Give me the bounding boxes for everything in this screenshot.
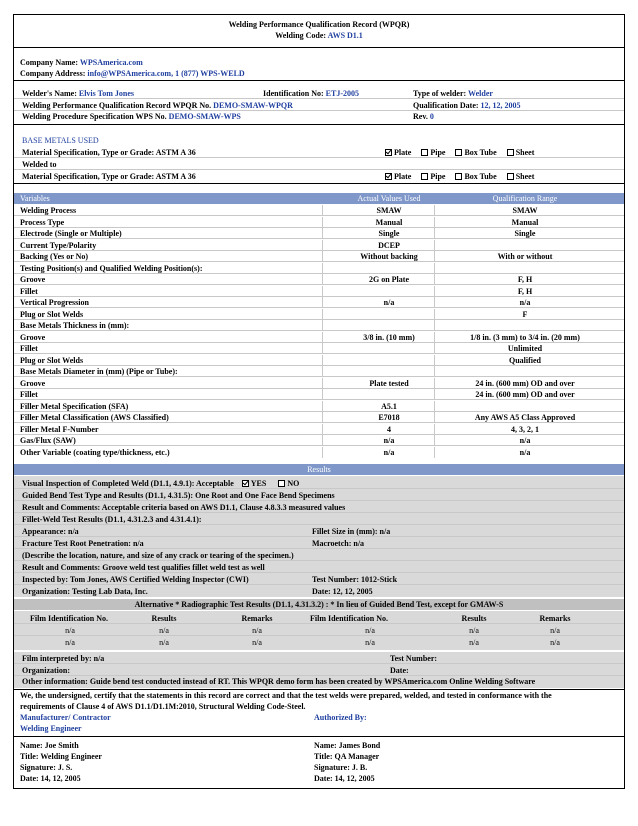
variable-actual: Without backing (360, 252, 418, 261)
variable-actual: 3/8 in. (10 mm) (363, 332, 415, 342)
rt-footer (14, 652, 624, 688)
variable-label: Fillet (20, 344, 38, 353)
variable-label: Groove (20, 275, 46, 284)
variables-header (14, 193, 624, 204)
variable-label: Gas/Flux (SAW) (20, 436, 76, 445)
checkbox-checked-icon (385, 173, 392, 180)
col-range: Qualification Range (492, 194, 558, 203)
inspected-row (14, 574, 624, 585)
wpqr-form (13, 14, 625, 789)
form-title: Welding Performance Qualification Record (WPQR) (228, 20, 410, 29)
variable-row (14, 355, 624, 366)
variable-actual: Single (378, 229, 400, 238)
other-information: Other information: Guide bend test conducted instead of RT. This WPQR demo form has been created by WPSAmerica.com Online Welding Software (22, 677, 536, 686)
rt-cell: n/a (469, 626, 479, 635)
welder-id (263, 88, 359, 99)
variable-label: Filler Metal Specification (SFA) (20, 401, 129, 411)
checkbox-plate[interactable]: Plate (385, 172, 411, 181)
divider (14, 124, 624, 125)
rt-col-results-2: Results (461, 614, 487, 623)
divider (14, 183, 624, 184)
variable-row (14, 228, 624, 239)
variable-actual: DCEP (378, 240, 400, 250)
rt-row (14, 625, 624, 636)
rt-col-remarks-2: Remarks (539, 614, 571, 623)
material-form-options (385, 147, 534, 158)
rt-col-film-1: Film Identification No. (30, 614, 108, 623)
rt-test-number: Test Number: (390, 654, 438, 663)
base-metal-spec-2 (14, 171, 624, 182)
company-address-label: Company Address: (20, 69, 86, 78)
variable-range: Unlimited (507, 344, 543, 353)
company-address-value: info@WPSAmerica.com, 1 (877) WPS-WELD (87, 69, 245, 78)
variable-row (14, 412, 624, 423)
welder-type-value: Welder (468, 89, 493, 98)
checkbox-sheet[interactable]: Sheet (507, 148, 535, 157)
manufacturer-title: Manufacturer/ Contractor (20, 713, 111, 722)
variables-table (14, 193, 624, 460)
variable-actual: E7018 (378, 413, 400, 422)
base-metal-spec-1 (14, 147, 624, 158)
welder-name (22, 88, 134, 99)
variable-row (14, 309, 624, 320)
rt-cell: n/a (365, 626, 375, 635)
film-interpreted: Film interpreted by: n/a (22, 654, 105, 663)
variable-actual: n/a (383, 447, 395, 457)
left-date: Date: 14, 12, 2005 (20, 774, 81, 783)
qdate-value: 12, 12, 2005 (480, 101, 521, 110)
variable-label: Filler Metal Classification (AWS Classified) (20, 413, 169, 422)
signature-name-row (14, 740, 624, 751)
variable-range: With or without (497, 252, 553, 261)
qualification-date (413, 100, 521, 111)
variable-label: Fillet (20, 390, 38, 399)
variable-label: Base Metals Diameter in (mm) (Pipe or Tube): (20, 367, 178, 376)
welded-to: Welded to (14, 159, 624, 170)
rt-cell: n/a (550, 638, 560, 647)
checkbox-empty-icon (507, 173, 514, 180)
checkbox-sheet[interactable]: Sheet (507, 172, 535, 181)
appearance-row (14, 526, 624, 537)
variable-row (14, 343, 624, 354)
spec-2-text: Material Specification, Type or Grade: ASTM A 36 (22, 172, 196, 181)
variable-row (14, 205, 624, 216)
rt-organization-row (14, 665, 624, 676)
variable-row (14, 424, 624, 435)
variable-range: 24 in. (600 mm) OD and over (475, 390, 575, 399)
checkbox-checked-icon (242, 480, 249, 487)
variable-actual: Manual (375, 217, 403, 227)
rev-label: Rev. (413, 112, 428, 121)
base-metals-title: BASE METALS USED (22, 136, 99, 145)
rev-value: 0 (429, 112, 434, 121)
variable-row (14, 274, 624, 285)
divider (14, 47, 624, 48)
welding-code-label: Welding Code: (275, 31, 327, 40)
company-name-label: Company Name: (20, 58, 78, 67)
variable-label: Vertical Progression (20, 298, 89, 307)
fracture-row (14, 538, 624, 549)
appearance: Appearance: n/a (22, 527, 79, 536)
variable-label: Plug or Slot Welds (20, 355, 84, 365)
revision (413, 111, 434, 122)
variable-range: SMAW (512, 206, 538, 215)
checkbox-box-tube[interactable]: Box Tube (455, 148, 496, 157)
rt-cell: n/a (252, 638, 262, 647)
variable-label: Current Type/Polarity (20, 240, 97, 250)
variable-range: 1/8 in. (3 mm) to 3/4 in. (20 mm) (470, 332, 580, 342)
rt-date: Date: (390, 666, 409, 675)
wps-label: Welding Procedure Specification WPS No. (22, 112, 167, 121)
welding-code (14, 30, 624, 41)
rt-table (14, 611, 624, 650)
variable-label: Groove (20, 332, 46, 342)
certification-line-1: We, the undersigned, certify that the statements in this record are correct and that the test welds were prepared, welded, and tested in conformance with the (20, 691, 552, 700)
variable-label: Electrode (Single or Multiple) (20, 229, 122, 238)
test-number: Test Number: 1012-Stick (312, 575, 398, 584)
variable-label: Fillet (20, 286, 38, 296)
variable-label: Base Metals Thickness in (mm): (20, 321, 130, 330)
variable-row (14, 263, 624, 274)
variable-actual: n/a (383, 436, 395, 445)
material-form-options-2 (385, 171, 534, 182)
divider (14, 736, 624, 737)
certification-line-2: requirements of Clause 4 of AWS D1.1/D1.1M:2010, Structural Welding Code-Steel. (20, 702, 306, 711)
checkbox-empty-icon (455, 173, 462, 180)
rt-header-row (14, 613, 624, 624)
result-comments-1: Result and Comments: Acceptable criteria based on AWS D1.1, Clause 4.8.3.3 measured values (14, 502, 624, 513)
guided-bend: Guided Bend Test Type and Results (D1.1, 4.31.5): One Root and One Face Bend Specimens (14, 490, 624, 501)
variable-label: Welding Process (20, 206, 77, 215)
variable-label: Backing (Yes or No) (20, 252, 89, 261)
company-name-value: WPSAmerica.com (79, 58, 143, 67)
variable-row (14, 389, 624, 400)
welder-id-label: Identification No: (263, 89, 324, 98)
wpqr-row (14, 100, 624, 111)
variable-range: 24 in. (600 mm) OD and over (475, 378, 575, 388)
signature-titles (14, 712, 624, 723)
manufacturer-subtitle: Welding Engineer (20, 724, 82, 733)
variable-range: 4, 3, 2, 1 (511, 424, 539, 434)
result-comments-2: Result and Comments: Groove weld test qualifies fillet weld test as well (14, 562, 624, 573)
variable-label: Other Variable (coating type/thickness, etc.) (20, 447, 170, 457)
fillet-size: Fillet Size in (mm): n/a (312, 527, 391, 536)
rt-row (14, 637, 624, 648)
variable-row (14, 297, 624, 308)
spec-1-text: Material Specification, Type or Grade: ASTM A 36 (22, 148, 196, 157)
results-date: Date: 12, 12, 2005 (312, 587, 373, 596)
rt-col-results-1: Results (151, 614, 177, 623)
left-name: Name: Joe Smith (20, 741, 79, 750)
checkbox-yes[interactable]: YES (242, 479, 267, 488)
variable-range: n/a (519, 436, 531, 445)
results-header: Results (14, 464, 624, 475)
variable-actual: 4 (387, 424, 391, 434)
checkbox-box-tube[interactable]: Box Tube (455, 172, 496, 181)
company-name (14, 57, 624, 68)
checkbox-empty-icon (507, 149, 514, 156)
macroetch: Macroetch: n/a (312, 539, 365, 548)
welder-name-value: Elvis Tom Jones (78, 89, 135, 98)
variable-label: Plug or Slot Welds (20, 309, 84, 319)
rt-cell: n/a (365, 638, 375, 647)
variable-range: F, H (517, 275, 533, 284)
checkbox-empty-icon (421, 149, 428, 156)
variable-row (14, 401, 624, 412)
variable-row (14, 217, 624, 228)
checkbox-pipe[interactable]: Pipe (421, 172, 445, 181)
variable-row (14, 320, 624, 331)
rt-cell: n/a (252, 626, 262, 635)
visual-inspection (14, 478, 624, 489)
variable-range: Manual (511, 217, 539, 227)
checkbox-checked-icon (385, 149, 392, 156)
rt-cell: n/a (159, 638, 169, 647)
qdate-label: Qualification Date: (413, 101, 479, 110)
company-address (14, 68, 624, 79)
variable-label: Process Type (20, 217, 65, 227)
fracture: Fracture Test Root Penetration: n/a (22, 539, 144, 548)
welding-code-value: AWS D1.1 (327, 31, 363, 40)
variable-row (14, 435, 624, 446)
checkbox-pipe[interactable]: Pipe (421, 148, 445, 157)
organization-row (14, 586, 624, 597)
variable-range: F, H (517, 286, 533, 296)
variable-row (14, 366, 624, 377)
fillet-weld-title: Fillet-Weld Test Results (D1.1, 4.31.2.3 and 4.31.4.1): (14, 514, 624, 525)
variable-row (14, 251, 624, 262)
organization: Organization: Testing Lab Data, Inc. (22, 587, 148, 596)
rt-title: Alternative * Radiographic Test Results (D1.1, 4.31.3.2) : * In lieu of Guided Bend Test, except for GMAW-S (14, 599, 624, 610)
wps-number (22, 111, 241, 122)
variable-range: n/a (519, 298, 531, 307)
variable-range: F (522, 309, 528, 319)
variable-label: Filler Metal F-Number (20, 424, 99, 434)
film-interpreted-row (14, 653, 624, 664)
checkbox-empty-icon (278, 480, 285, 487)
variable-actual: Plate tested (369, 378, 409, 388)
variable-actual: SMAW (376, 206, 402, 215)
rt-col-remarks-1: Remarks (241, 614, 273, 623)
rt-cell: n/a (65, 626, 75, 635)
visual-inspection-label: Visual Inspection of Completed Weld (D1.1, 4.9.1): Acceptable (22, 479, 234, 488)
right-title: Title: QA Manager (314, 752, 380, 761)
divider (14, 80, 624, 81)
welder-name-label: Welder's Name: (22, 89, 77, 98)
checkbox-plate[interactable]: Plate (385, 148, 411, 157)
variable-actual: n/a (383, 298, 395, 307)
wps-value: DEMO-SMAW-WPS (168, 112, 241, 121)
wpqr-label: Welding Performance Qualification Record WPQR No. (22, 101, 212, 110)
signature-title-row (14, 751, 624, 762)
wps-row (14, 111, 624, 122)
rt-cell: n/a (469, 638, 479, 647)
variable-range: n/a (519, 447, 531, 457)
checkbox-empty-icon (455, 149, 462, 156)
inspected-by: Inspected by: Tom Jones, AWS Certified Welding Inspector (CWI) (22, 575, 249, 584)
variable-row (14, 378, 624, 389)
variable-label: Groove (20, 378, 46, 388)
rt-organization: Organization: (22, 666, 70, 675)
col-actual: Actual Values Used (357, 194, 421, 203)
rt-col-film-2: Film Identification No. (310, 614, 388, 623)
wpqr-number (22, 100, 293, 111)
col-variables: Variables (20, 194, 50, 203)
welder-row (14, 88, 624, 99)
rt-cell: n/a (65, 638, 75, 647)
variable-row (14, 447, 624, 458)
right-date: Date: 14, 12, 2005 (314, 774, 375, 783)
right-signature: Signature: J. B. (314, 763, 368, 772)
welder-type (413, 88, 493, 99)
left-signature: Signature: J. S. (20, 763, 73, 772)
checkbox-no[interactable]: NO (278, 479, 299, 488)
rt-cell: n/a (550, 626, 560, 635)
describe-crack: (Describe the location, nature, and size of any crack or tearing of the specimen.) (14, 550, 624, 561)
wpqr-value: DEMO-SMAW-WPQR (213, 101, 293, 110)
authorized-title: Authorized By: (314, 713, 367, 722)
variable-actual: 2G on Plate (369, 275, 409, 284)
variable-row (14, 240, 624, 251)
results-section (14, 476, 624, 597)
variable-actual: A5.1 (381, 401, 397, 411)
variable-row (14, 286, 624, 297)
rt-cell: n/a (159, 626, 169, 635)
variable-range: Qualified (508, 355, 541, 365)
variable-range: Any AWS A5 Class Approved (474, 413, 576, 422)
variable-row (14, 332, 624, 343)
signature-sign-row (14, 762, 624, 773)
left-title: Title: Welding Engineer (20, 752, 102, 761)
checkbox-empty-icon (421, 173, 428, 180)
variable-label: Testing Position(s) and Qualified Welding Position(s): (20, 263, 203, 273)
welder-type-label: Type of welder: (413, 89, 467, 98)
signature-date-row (14, 773, 624, 784)
variable-range: Single (514, 229, 536, 238)
right-name: Name: James Bond (314, 741, 381, 750)
welder-id-value: ETJ-2005 (325, 89, 360, 98)
